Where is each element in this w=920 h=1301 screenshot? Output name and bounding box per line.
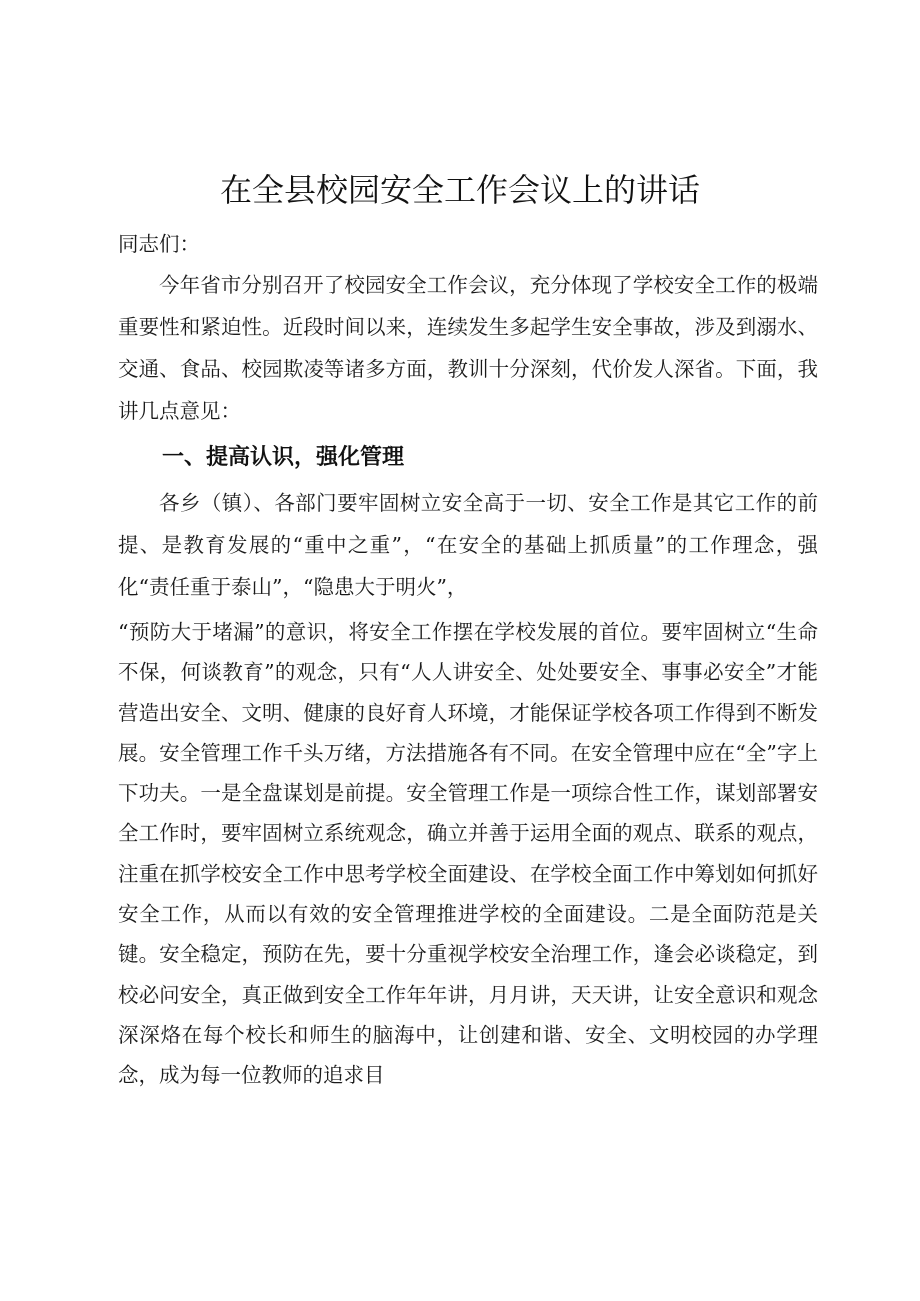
document-title: 在全县校园安全工作会议上的讲话 — [219, 171, 700, 209]
paragraph-body-1: 各乡（镇）、各部门要牢固树立安全高于一切、安全工作是其它工作的前提、是教育发展的“重中之重”，“在安全的基础上抓质量”的工作理念，强化“责任重于泰山”，“隐患大于明火”， — [118, 491, 818, 599]
salutation: 同志们： — [118, 232, 200, 256]
paragraph-body-2: “预防大于堵漏”的意识，将安全工作摆在学校发展的首位。要牢固树立“生命不保，何谈教育”的观念，只有“人人讲安全、处处要安全、事事必安全”才能营造出安全、文明、健康的良好育人环境，才能保证学校各项工作得到不断发展。安全管理工作千头万绪，方法措施各有不同。在安全管理中应在“全”字上下功夫。一是全盘谋划是前提。安全管理工作是一项综合性工作，谋划部署安全工作时，要牢固树立系统观念，确立并善于运用全面的观点、联系的观点，注重在抓学校安全工作中思考学校全面建设、在学校全面工作中筹划如何抓好安全工作，从而以有效的安全管理推进学校的全面建设。二是全面防范是关键。安全稳定，预防在先，要十分重视学校安全治理工作，逢会必谈稳定，到校必问安全，真正做到安全工作年年讲，月月讲，天天讲，让安全意识和观念深深烙在每个校长和师生的脑海中，让创建和谐、安全、文明校园的办学理念，成为每一位教师的追求目 — [118, 620, 818, 1088]
paragraph-intro: 今年省市分别召开了校园安全工作会议，充分体现了学校安全工作的极端重要性和紧迫性。近段时间以来，连续发生多起学生安全事故，涉及到溺水、交通、食品、校园欺凌等诸多方面，教训十分深刻，代价发人深省。下面，我讲几点意见： — [118, 273, 818, 423]
section-heading: 一、提高认识，强化管理 — [162, 445, 405, 470]
